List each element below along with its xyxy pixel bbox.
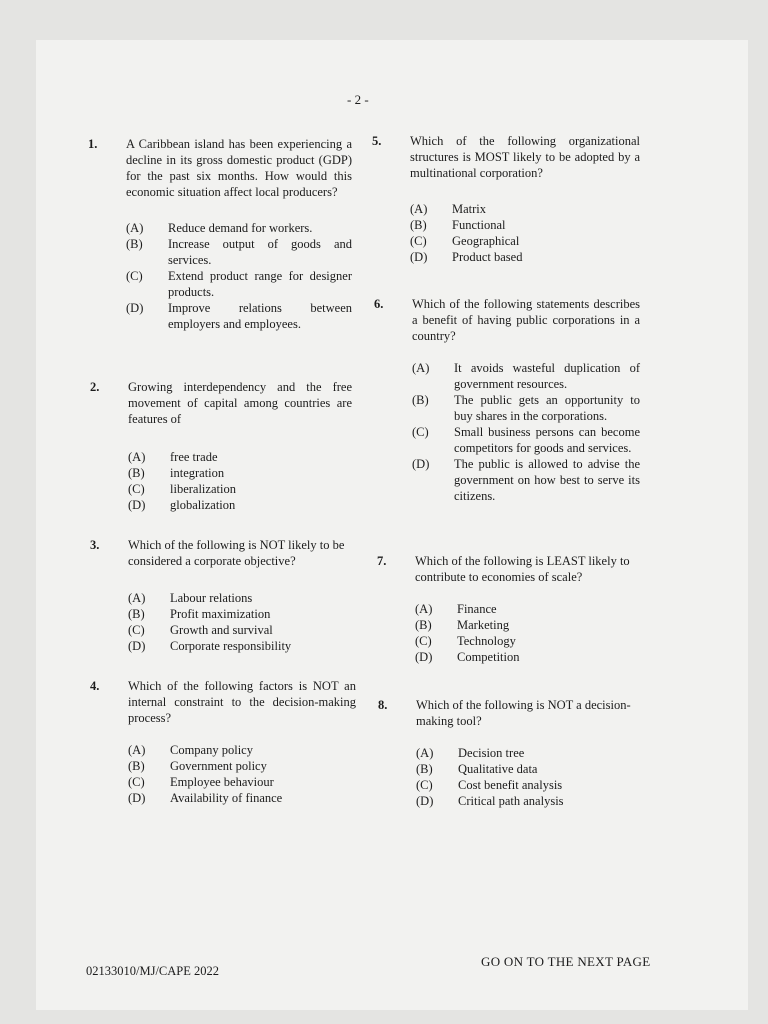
question-stem: Which of the following is NOT likely to be considered a corporate objective? xyxy=(128,538,345,568)
option-text: Matrix xyxy=(452,202,487,216)
option-letter: (C) xyxy=(128,482,145,496)
option-text: Employee behaviour xyxy=(170,775,274,789)
option-text: Labour relations xyxy=(170,591,253,605)
question-stem: Which of the following statements describes a benefit of having public corporations in a country? xyxy=(412,297,640,343)
option-b xyxy=(410,217,640,233)
option-text: Geographical xyxy=(452,234,520,248)
go-on-next-page: GO ON TO THE NEXT PAGE xyxy=(481,954,651,969)
option-letter: (A) xyxy=(415,602,433,616)
option-d xyxy=(128,790,356,806)
option-text: Government policy xyxy=(170,759,267,773)
question-number: 8. xyxy=(378,698,388,712)
option-letter: (D) xyxy=(128,791,146,805)
option-c xyxy=(128,774,356,790)
option-text: Small business persons can become competitors for goods and services. xyxy=(454,425,640,455)
option-c xyxy=(128,481,352,497)
option-list xyxy=(126,220,352,332)
question-8 xyxy=(378,697,646,809)
option-c xyxy=(128,622,354,638)
question-number: 1. xyxy=(88,137,98,151)
question-4 xyxy=(90,678,356,806)
option-a xyxy=(410,201,640,217)
option-a xyxy=(412,360,640,392)
option-text: globalization xyxy=(170,498,236,512)
option-a xyxy=(128,449,352,465)
question-stem: Which of the following organizational structures is MOST likely to be adopted by a multinational corporation? xyxy=(410,134,640,180)
option-b xyxy=(415,617,643,633)
option-b xyxy=(416,761,646,777)
option-text: The public gets an opportunity to buy shares in the corporations. xyxy=(454,393,640,423)
option-letter: (D) xyxy=(416,794,434,808)
option-c xyxy=(412,424,640,456)
option-letter: (C) xyxy=(410,234,427,248)
option-d xyxy=(410,249,640,265)
option-b xyxy=(126,236,352,268)
option-letter: (B) xyxy=(415,618,432,632)
option-letter: (C) xyxy=(412,425,429,439)
option-text: Corporate responsibility xyxy=(170,639,292,653)
option-letter: (D) xyxy=(128,498,146,512)
question-stem: Growing interdependency and the free movement of capital among countries are features of xyxy=(128,380,352,426)
question-3 xyxy=(90,537,354,654)
option-list xyxy=(416,745,646,809)
option-b xyxy=(128,758,356,774)
option-letter: (D) xyxy=(410,250,428,264)
exam-code: 02133010/MJ/CAPE 2022 xyxy=(86,964,220,978)
option-d xyxy=(126,300,352,332)
option-text: Cost benefit analysis xyxy=(458,778,563,792)
question-stem: Which of the following is NOT a decision-making tool? xyxy=(416,698,631,728)
option-letter: (A) xyxy=(126,221,144,235)
option-letter: (B) xyxy=(126,237,143,251)
option-text: Technology xyxy=(457,634,516,648)
option-list xyxy=(415,601,643,665)
question-stem: Which of the following factors is NOT an internal constraint to the decision-making process? xyxy=(128,679,356,725)
option-text: Marketing xyxy=(457,618,510,632)
option-letter: (C) xyxy=(128,623,145,637)
question-5 xyxy=(372,133,640,265)
option-letter: (B) xyxy=(128,607,145,621)
option-text: Qualitative data xyxy=(458,762,538,776)
option-letter: (C) xyxy=(128,775,145,789)
option-d xyxy=(128,497,352,513)
option-text: Functional xyxy=(452,218,506,232)
option-letter: (A) xyxy=(412,361,430,375)
option-b xyxy=(128,606,354,622)
option-letter: (A) xyxy=(128,591,146,605)
option-a xyxy=(128,590,354,606)
option-a xyxy=(126,220,352,236)
option-list xyxy=(128,742,356,806)
option-d xyxy=(415,649,643,665)
option-b xyxy=(412,392,640,424)
option-letter: (A) xyxy=(410,202,428,216)
option-text: Profit maximization xyxy=(170,607,271,621)
option-text: Critical path analysis xyxy=(458,794,564,808)
option-letter: (C) xyxy=(415,634,432,648)
question-number: 7. xyxy=(377,554,387,568)
page-number: - 2 - xyxy=(347,92,369,107)
question-number: 3. xyxy=(90,538,100,552)
option-letter: (D) xyxy=(415,650,433,664)
option-d xyxy=(412,456,640,504)
option-text: Growth and survival xyxy=(170,623,273,637)
option-d xyxy=(128,638,354,654)
question-stem: Which of the following is LEAST likely to contribute to economies of scale? xyxy=(415,554,630,584)
option-text: Product based xyxy=(452,250,523,264)
option-list xyxy=(412,360,640,504)
option-a xyxy=(415,601,643,617)
option-letter: (D) xyxy=(412,457,430,471)
option-letter: (B) xyxy=(412,393,429,407)
option-letter: (B) xyxy=(410,218,427,232)
option-b xyxy=(128,465,352,481)
question-number: 4. xyxy=(90,679,100,693)
option-text: Extend product range for designer products. xyxy=(168,269,352,299)
question-number: 6. xyxy=(374,297,384,311)
question-number: 2. xyxy=(90,380,100,394)
option-list xyxy=(128,590,354,654)
option-text: Competition xyxy=(457,650,520,664)
question-6 xyxy=(374,296,640,504)
option-text: It avoids wasteful duplication of government resources. xyxy=(454,361,640,391)
option-letter: (B) xyxy=(128,759,145,773)
option-text: Improve relations between employers and employees. xyxy=(168,301,352,331)
option-a xyxy=(128,742,356,758)
option-letter: (A) xyxy=(416,746,434,760)
option-c xyxy=(416,777,646,793)
question-2 xyxy=(90,379,352,513)
option-list xyxy=(410,201,640,265)
option-text: Company policy xyxy=(170,743,253,757)
question-number: 5. xyxy=(372,134,382,148)
option-c xyxy=(126,268,352,300)
option-letter: (B) xyxy=(128,466,145,480)
option-text: Reduce demand for workers. xyxy=(168,221,313,235)
option-letter: (D) xyxy=(128,639,146,653)
option-letter: (A) xyxy=(128,450,146,464)
option-a xyxy=(416,745,646,761)
option-d xyxy=(416,793,646,809)
option-text: The public is allowed to advise the government on how best to serve its citizens. xyxy=(454,457,640,503)
option-letter: (D) xyxy=(126,301,144,315)
option-letter: (C) xyxy=(126,269,143,283)
question-1 xyxy=(88,136,352,332)
option-letter: (C) xyxy=(416,778,433,792)
option-list xyxy=(128,449,352,513)
option-text: free trade xyxy=(170,450,218,464)
option-text: liberalization xyxy=(170,482,236,496)
option-text: integration xyxy=(170,466,225,480)
option-text: Increase output of goods and services. xyxy=(168,237,352,267)
option-c xyxy=(415,633,643,649)
question-7 xyxy=(377,553,643,665)
option-c xyxy=(410,233,640,249)
option-text: Availability of finance xyxy=(170,791,283,805)
option-text: Finance xyxy=(457,602,497,616)
option-letter: (B) xyxy=(416,762,433,776)
option-text: Decision tree xyxy=(458,746,525,760)
question-stem: A Caribbean island has been experiencing a decline in its gross domestic product (GDP) for the past six months. How would this economic situation affect local producers? xyxy=(126,137,352,199)
option-letter: (A) xyxy=(128,743,146,757)
